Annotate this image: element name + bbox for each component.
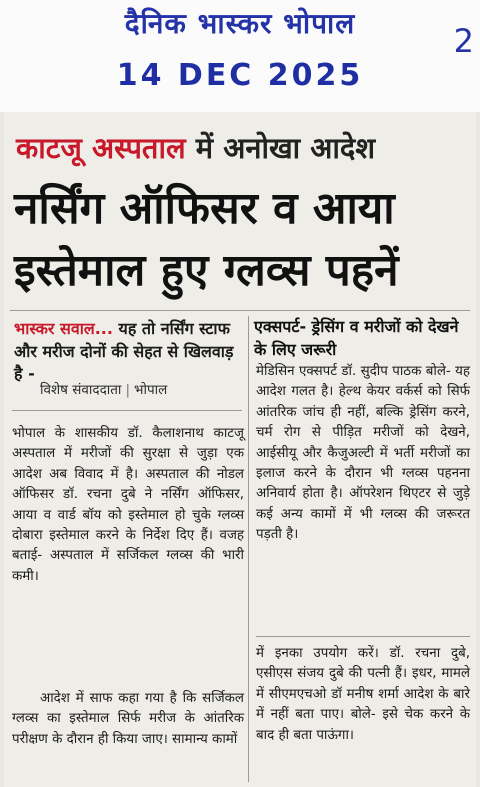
byline-rule bbox=[12, 410, 242, 411]
continued-paragraph: में इनका उपयोग करें। डॉ. रचना दुबे, एसीएस संजय दुबे की पत्नी हैं। इधर, मामले में सीएमएचओ डॉ मनीष शर्मा आदेश के बारे में नहीं बता पाए। बोले- इसे चेक करने के बाद ही बता पाऊंगा। bbox=[256, 646, 470, 743]
question-box bbox=[14, 318, 240, 386]
kicker-line bbox=[16, 128, 375, 167]
headline-line-2: इस्तेमाल हुए ग्लव्स पहनें bbox=[14, 245, 399, 296]
kicker-text: में अनोखा आदेश bbox=[195, 131, 376, 165]
page-number-mark: 2 bbox=[453, 22, 474, 60]
kicker-highlight: काटजू अस्पताल bbox=[16, 131, 186, 165]
body-paragraph-2: आदेश में साफ कहा गया है कि सर्जिकल ग्लव्स का इस्तेमाल सिर्फ मरीज के आंतरिक परीक्षण के दौरान ही किया जाए। सामान्य कामों bbox=[12, 691, 244, 747]
newspaper-name: दैनिक भास्कर भोपाल bbox=[124, 7, 356, 40]
headline-underline bbox=[10, 310, 470, 311]
clipping-header bbox=[0, 0, 480, 112]
body-paragraph-1: भोपाल के शासकीय डॉ. कैलाशनाथ काटजू अस्पताल में मरीजों की सुरक्षा से जुड़ा एक आदेश अब विवाद में है। अस्पताल की नोडल ऑफिसर डॉ. रचना दुबे ने नर्सिंग ऑफिसर, आया व वार्ड बॉय को इस्तेमाल हो चुके ग्लव्स दोबारा इस्तेमाल करने के निर्देश दिए हैं। वजह बताई- अस्पताल में सर्जिकल ग्लव्स की भारी कमी। bbox=[12, 426, 244, 584]
headline-line-1: नर्सिंग ऑफिसर व आया bbox=[14, 183, 395, 234]
question-body: यह तो नर्सिंग स्टाफ और मरीज दोनों की सेहत से खिलवाड़ है - bbox=[14, 319, 234, 384]
right-column-rule bbox=[256, 636, 470, 637]
news-clipping bbox=[4, 112, 476, 787]
question-text bbox=[14, 318, 240, 386]
byline-author: विशेष संवाददाता bbox=[40, 382, 122, 398]
publication-date: 14 DEC 2025 bbox=[116, 58, 364, 93]
expert-paragraph: मेडिसिन एक्सपर्ट डॉ. सुदीप पाठक बोले- यह आदेश गलत है। हेल्थ केयर वर्कर्स को सिर्फ आंतरिक जांच ही नहीं, बल्कि ड्रेसिंग करने, चर्म रोग से पीड़ित मरीजों को देखने, आईसीयू और कैजुअल्टी में भर्ती मरीजों का इलाज करने के दौरान भी ग्लव्स पहनना अनिवार्य होता है। ऑपरेशन थिएटर से जुड़े कई अन्य कामों में भी ग्लव्स की जरूरत पड़ती है। bbox=[256, 364, 470, 542]
column-divider bbox=[248, 316, 249, 782]
expert-heading: एक्सपर्ट- ड्रेसिंग व मरीजों को देखने के लिए जरूरी bbox=[254, 317, 459, 359]
byline-place: भोपाल bbox=[134, 382, 168, 398]
byline-separator: | bbox=[125, 382, 130, 398]
byline bbox=[40, 380, 167, 398]
question-label: भास्कर सवाल... bbox=[14, 319, 113, 338]
